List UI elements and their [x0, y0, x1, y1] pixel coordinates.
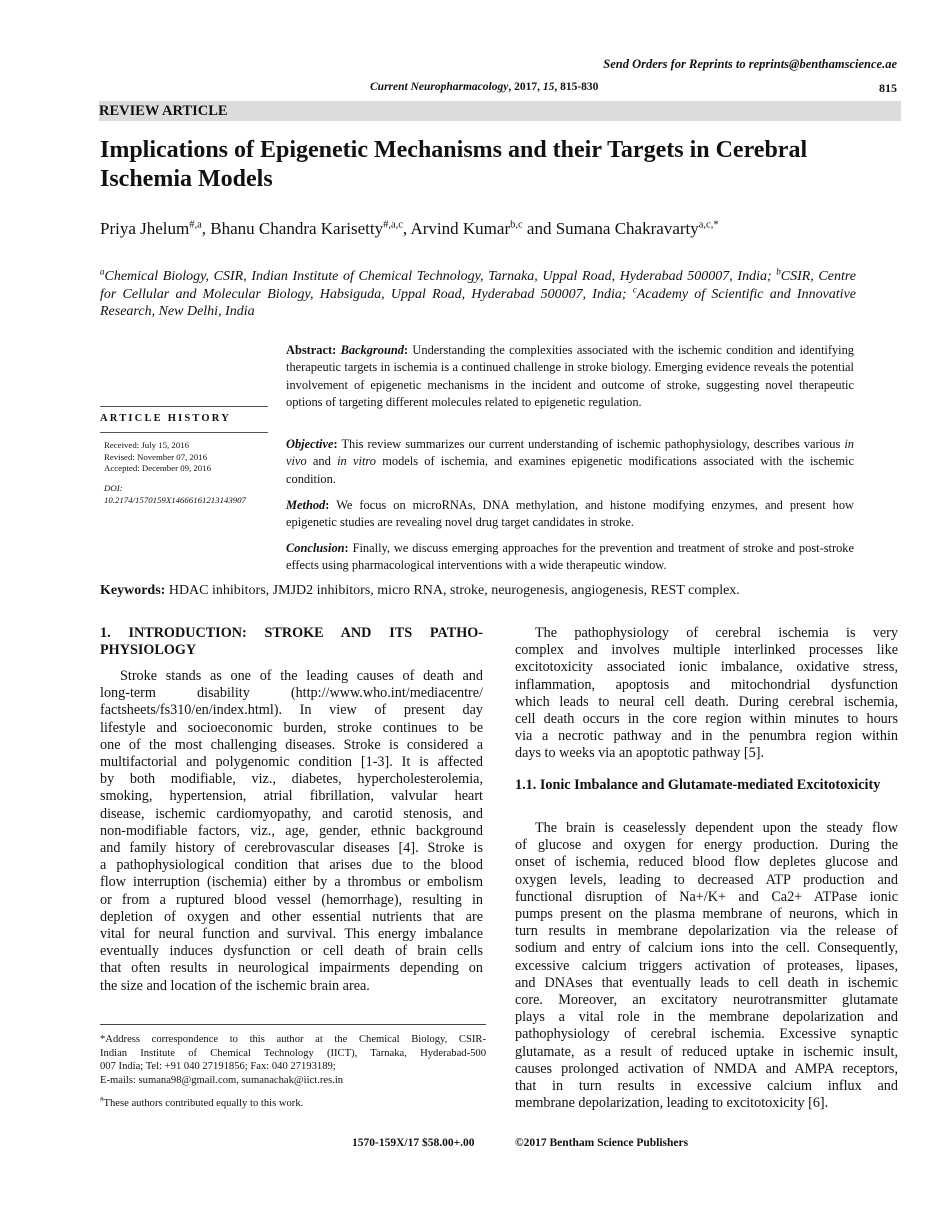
received-date: Received: July 15, 2016	[104, 440, 190, 450]
text-line: oxygen levels, leading to decreased ATP production and	[515, 871, 898, 888]
background-label: Background	[340, 343, 404, 357]
footnote-text: These authors contributed equally to this work.	[103, 1098, 304, 1109]
author-name: Priya Jhelum	[100, 219, 190, 238]
affiliations	[100, 268, 856, 321]
author-name: Bhanu Chandra Karisetty	[210, 219, 384, 238]
abstract-background: Abstract: Background: Understanding the complexities associated with the ischemic condition and identifying therapeutic targets in ischemia is a continued challenge in stroke biology. Emerging evidence reveals the potential involvement of epigenetic mechanisms in the incident and outcome of stroke, suggesting novel therapeutic options of targeting different molecules related to epigenetic regulation.	[286, 343, 854, 409]
keywords	[100, 583, 740, 599]
affil-mark: a	[100, 266, 105, 277]
text-line: flow interruption (ischemia) either by a thrombus or embolism	[100, 874, 483, 891]
text-line: plays a vital role in the membrane depolarization and	[515, 1009, 898, 1026]
affil-mark: b	[776, 266, 781, 277]
journal-volume: 15	[542, 81, 555, 93]
text-line: disease, ischemic cardiomyopathy, and carotid stenosis, and	[100, 805, 483, 822]
text-line: cell death occurs in the core region within minutes to hours	[515, 711, 898, 728]
text-line: non-modifiable factors, viz., age, gender, ethnic background	[100, 822, 483, 839]
text-line: The brain is ceaselessly dependent upon the steady flow	[535, 820, 898, 836]
conclusion-label: Conclusion	[286, 541, 345, 555]
text-line: multifactorial and polygenomic condition [1-3]. It is affected	[100, 754, 483, 771]
article-type-band	[99, 101, 901, 121]
text-line: excitotoxicity associated ionic imbalance, oxidative stress,	[515, 659, 898, 676]
keywords-label: Keywords:	[100, 583, 166, 598]
history-rule-bottom	[100, 432, 268, 433]
doi-label: DOI:	[104, 483, 123, 493]
text-line: a pathophysiological condition that arises due to the blood	[100, 857, 483, 874]
author-affil-mark: a,c,*	[698, 219, 719, 231]
author-list: Priya Jhelum$^{\#,a}$, Bhanu Chandra Karisetty$^{\#,a,c}$, Arvind Kumar$^{b,c}$ and Sumana Chakravarty$^{a,c,*}$	[100, 219, 719, 238]
keywords-text: HDAC inhibitors, JMJD2 inhibitors, micro RNA, stroke, neurogenesis, angiogenesis, REST complex.	[168, 583, 740, 598]
text-line: by both modifiable, viz., diabetes, hypercholesterolemia,	[100, 771, 483, 788]
text-line: or from a ruptured blood vessel (hemorrhage), resulting in	[100, 891, 483, 908]
footnote-line: E-mails: sumana98@gmail.com, sumanachak@iict.res.in	[100, 1074, 344, 1086]
affiliation: Chemical Biology, CSIR, Indian Institute of Chemical Technology, Tarnaka, Uppal Road, Hyderabad 500007, India;	[104, 269, 772, 284]
section-heading-ionic-imbalance	[515, 777, 898, 794]
section-heading-introduction	[100, 625, 483, 660]
footnote-line: 007 India; Tel: +91 040 27191856; Fax: 040 27193189;	[100, 1061, 336, 1073]
objective-and: and	[312, 454, 331, 469]
text-line: that often results in neurological impairments depending on	[100, 960, 483, 977]
copyright: ©2017 Bentham Science Publishers	[515, 1137, 689, 1149]
doi	[104, 483, 246, 506]
article-title: Implications of Epigenetic Mechanisms and their Targets in Cerebral Ischemia Models	[100, 137, 808, 192]
history-rule-top	[100, 406, 268, 407]
text-line: sodium and entry of calcium ions into the cell. Consequently,	[515, 940, 898, 957]
text-line: depletion of oxygen and other essential nutrients that are	[100, 908, 483, 925]
objective-text: This review summarizes our current understanding of ischemic pathophysiology, describes various	[341, 437, 841, 451]
author-name: Arvind Kumar	[410, 219, 511, 238]
abstract-conclusion: Conclusion: Finally, we discuss emerging approaches for the prevention and treatment of stroke and post-stroke effects using pharmacological interventions with a wide therapeutic window.	[286, 541, 854, 573]
method-text: We focus on microRNAs, DNA methylation, and histone modifying enzymes, and present how epigenetic studies are revealing novel drug target candidates in stroke.	[286, 498, 855, 530]
footnote-rule	[100, 1024, 486, 1025]
footnote-mark: #	[100, 1095, 104, 1104]
journal-name: Current Neuropharmacology	[370, 81, 509, 93]
text-line: membrane depolarization, leading to excitotoxicity [6].	[515, 1095, 829, 1112]
objective-in-vitro: in vitro	[337, 454, 376, 469]
text-line: long-term disability (http://www.who.int/mediacentre/	[100, 685, 483, 702]
author-affil-mark: #,a	[189, 219, 202, 231]
journal-pages: 815-830	[560, 81, 599, 93]
text-line: and family history of cerebrovascular diseases [4]. Stroke is	[100, 840, 483, 857]
text-line: lifestyle and socioeconomic burden, stroke continues to be	[100, 719, 483, 736]
section-heading-text: 1. INTRODUCTION: STROKE AND ITS PATHO-PHYSIOLOGY	[100, 625, 483, 659]
text-line: Stroke stands as one of the leading causes of death and	[120, 668, 483, 684]
journal-year: 2017	[514, 81, 538, 93]
text-line: and DNAses that eventually leads to cell death in ischemic	[515, 974, 898, 991]
conclusion-text: Finally, we discuss emerging approaches for the prevention and treatment of stroke and post-stroke effects using pharmacological interventions with a wide therapeutic window.	[286, 541, 854, 573]
affiliation: CSIR, Centre for Cellular and Molecular Biology, Habsiguda, Uppal Road, Hyderabad 500007, India;	[100, 269, 857, 302]
abstract-method: Method: We focus on microRNAs, DNA methylation, and histone modifying enzymes, and present how epigenetic studies are revealing novel drug target candidates in stroke.	[286, 498, 855, 530]
text-line: via a necrotic pathway and in the penumbra region within	[515, 728, 898, 745]
author-affil-mark: #,a,c	[383, 219, 403, 231]
abstract-label: Abstract:	[286, 343, 337, 357]
intro-paragraph-2	[515, 625, 898, 763]
text-line: that in turn results in excessive calcium influx and	[515, 1078, 898, 1095]
journal-citation: Current Neuropharmacology, 2017, 15, 815-830	[370, 81, 599, 93]
ionic-paragraph	[515, 820, 898, 1112]
affil-mark: c	[632, 283, 637, 294]
page-number: 815	[879, 81, 897, 95]
text-line: causes prolonged activation of NMDA and AMPA receptors,	[515, 1060, 898, 1077]
text-line: eventually induces dysfunction or cell death of brain cells	[100, 943, 483, 960]
issn-price: 1570-159X/17 $58.00+.00	[352, 1137, 475, 1149]
article-history-heading: ARTICLE HISTORY	[100, 413, 231, 424]
section-heading-text: 1.1. Ionic Imbalance and Glutamate-mediated Excitotoxicity	[515, 777, 881, 793]
reprint-notice: Send Orders for Reprints to reprints@benthamscience.ae	[603, 57, 897, 71]
affiliation: Academy of Scientific and Innovative Research, New Delhi, India	[100, 286, 857, 319]
objective-label: Objective	[286, 437, 334, 451]
text-line: complex and involves multiple interlinked processes like	[515, 642, 898, 659]
revised-date: Revised: November 07, 2016	[104, 451, 208, 462]
abstract-objective: Objective: This review summarizes our current understanding of ischemic pathophysiology, describes various in vivo and in vitro models of ischemia, and examines epigenetic modifications associated with the ischemic condition.	[286, 437, 854, 486]
text-line: one of the most challenging diseases. Stroke is considered a	[100, 736, 483, 753]
accepted-date: Accepted: December 09, 2016	[104, 463, 211, 473]
text-line: pumps present on the plasma membrane of neurons, which in	[515, 906, 898, 923]
text-line: glutamate, as a result of reduced uptake in ischemic insult,	[515, 1043, 898, 1060]
intro-paragraph-1	[100, 668, 483, 995]
text-line: of glucose and oxygen for energy production. During the	[515, 837, 898, 854]
equal-contribution-footnote	[100, 1097, 486, 1111]
author-name: Sumana Chakravarty	[555, 219, 699, 238]
text-line: vital for neural function and survival. This energy imbalance	[100, 926, 483, 943]
text-line: pathophysiology of cerebral ischemia. Excessive synaptic	[515, 1026, 898, 1043]
method-label: Method	[286, 498, 326, 512]
footnote-line: *Address correspondence to this author at the Chemical Biology, CSIR-	[100, 1034, 486, 1045]
article-type: REVIEW ARTICLE	[99, 103, 228, 119]
doi-value[interactable]: 10.2174/1570159X14666161213143907	[104, 494, 246, 505]
text-line: which leads to neural cell death. During cerebral ischemia,	[515, 693, 898, 710]
footnote-line: Indian Institute of Chemical Technology (IICT), Tarnaka, Hyderabad-500	[100, 1047, 486, 1059]
text-line: inflammation, apoptosis and mitochondrial dysfunction	[515, 676, 898, 693]
objective-in-vivo: in vivo	[286, 437, 854, 469]
text-line: onset of ischemia, reduced blood flow depletes glucose and	[515, 854, 898, 871]
text-line: excessive calcium triggers activation of proteases, lipases,	[515, 957, 898, 974]
objective-text-2: models of ischemia, and examines epigenetic modifications associated with the ischemic condition.	[286, 454, 854, 486]
text-line: turn results in membrane depolarization via the release of	[515, 923, 898, 940]
text-line: The pathophysiology of cerebral ischemia is very	[535, 625, 898, 641]
article-history-dates	[104, 440, 211, 475]
text-line: core. Moreover, an excitatory neurotransmitter glutamate	[515, 992, 898, 1009]
background-text: Understanding the complexities associated with the ischemic condition and identifying therapeutic targets in ischemia is a continued challenge in stroke biology. Emerging evidence reveals the potential involvement of epigenetic mechanisms in the incident and outcome of stroke, suggesting novel therapeutic options of targeting different molecules related to epigenetic regulation.	[286, 343, 854, 409]
author-affil-mark: b,c	[510, 219, 523, 231]
text-line: days to weeks via an apoptotic pathway [5].	[515, 745, 764, 762]
text-line: factsheets/fs310/en/index.html). In view of present day	[100, 702, 483, 719]
text-line: functional disruption of Na+/K+ and Ca2+ ATPase ionic	[515, 888, 898, 905]
text-line: smoking, hypertension, atrial fibrillation, valvular heart	[100, 788, 483, 805]
text-line: the size and location of the ischemic brain area.	[100, 977, 370, 994]
correspondence-footnote	[100, 1033, 486, 1087]
